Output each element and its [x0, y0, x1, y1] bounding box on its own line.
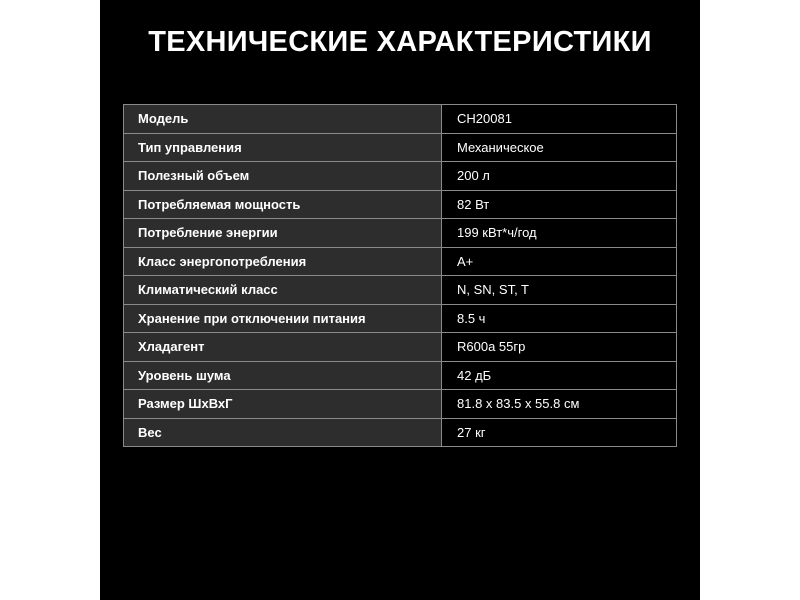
spec-value: 27 кг	[442, 418, 677, 447]
table-row	[124, 247, 677, 276]
table-row	[124, 162, 677, 191]
spec-value: R600a 55гр	[442, 333, 677, 362]
table-row	[124, 105, 677, 134]
spec-value: CH20081	[442, 105, 677, 134]
spec-value: N, SN, ST, T	[442, 276, 677, 305]
spec-label: Вес	[124, 418, 442, 447]
spec-value: 81.8 х 83.5 х 55.8 см	[442, 390, 677, 419]
spec-label: Хранение при отключении питания	[124, 304, 442, 333]
spec-label: Хладагент	[124, 333, 442, 362]
specs-table-body	[124, 105, 677, 447]
spec-value: 82 Вт	[442, 190, 677, 219]
spec-sheet-panel	[100, 0, 700, 600]
spec-value: 8.5 ч	[442, 304, 677, 333]
spec-value: 42 дБ	[442, 361, 677, 390]
spec-label: Полезный объем	[124, 162, 442, 191]
table-row	[124, 333, 677, 362]
table-row	[124, 418, 677, 447]
table-row	[124, 219, 677, 248]
spec-label: Класс энергопотребления	[124, 247, 442, 276]
table-row	[124, 304, 677, 333]
spec-value: 199 кВт*ч/год	[442, 219, 677, 248]
table-row	[124, 361, 677, 390]
table-row	[124, 390, 677, 419]
spec-value: Механическое	[442, 133, 677, 162]
spec-label: Уровень шума	[124, 361, 442, 390]
table-row	[124, 276, 677, 305]
specs-table	[123, 104, 677, 447]
page-title: ТЕХНИЧЕСКИЕ ХАРАКТЕРИСТИКИ	[148, 26, 652, 58]
table-row	[124, 133, 677, 162]
spec-value: А+	[442, 247, 677, 276]
spec-label: Модель	[124, 105, 442, 134]
spec-label: Тип управления	[124, 133, 442, 162]
table-row	[124, 190, 677, 219]
spec-label: Потребление энергии	[124, 219, 442, 248]
spec-label: Климатический класс	[124, 276, 442, 305]
spec-value: 200 л	[442, 162, 677, 191]
spec-label: Потребляемая мощность	[124, 190, 442, 219]
spec-label: Размер ШхВхГ	[124, 390, 442, 419]
